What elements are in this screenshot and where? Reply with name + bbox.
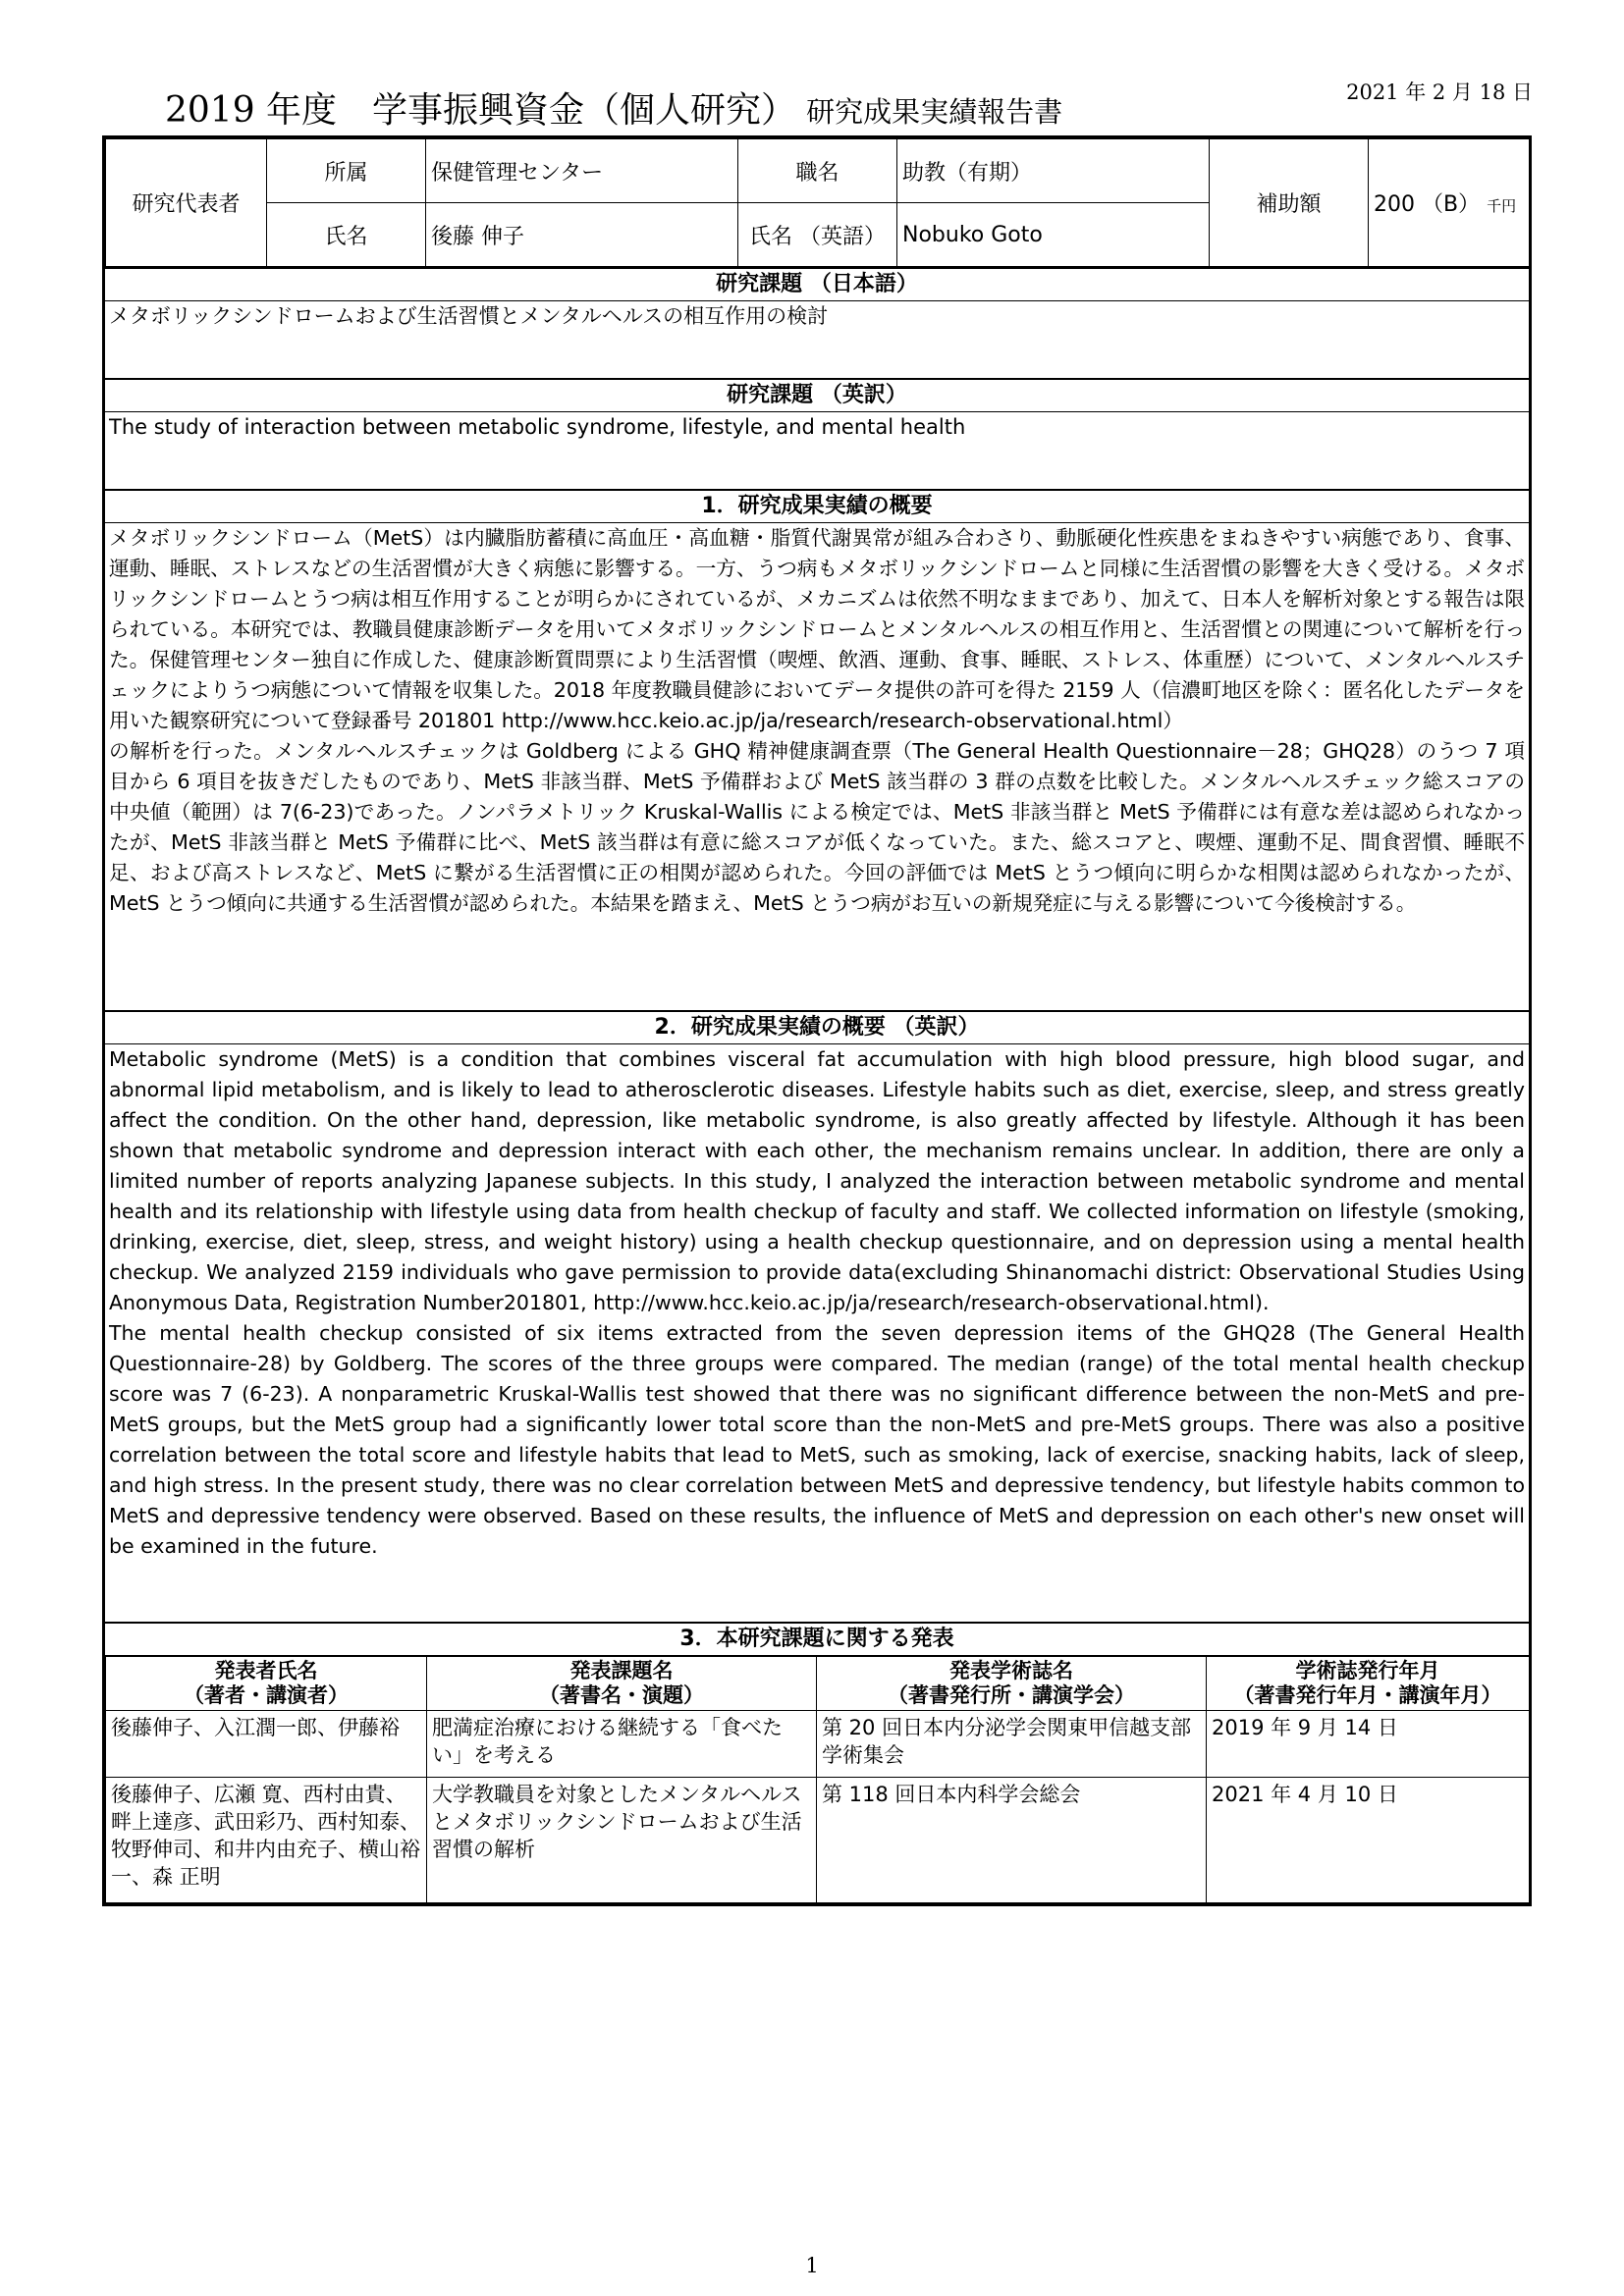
topic-en-text: The study of interaction between metabolic syndrome, lifestyle, and mental health	[109, 415, 966, 439]
column-header: 発表課題名 （著書名・演題）	[427, 1657, 817, 1711]
table-row	[106, 1778, 1530, 1903]
report-title-suffix: 研究成果実績報告書	[806, 95, 1063, 129]
column-header: 発表学術誌名 （著書発行所・講演学会）	[817, 1657, 1207, 1711]
publications-table	[105, 1656, 1530, 1903]
name-label: 氏名	[267, 203, 426, 267]
name-en-value: Nobuko Goto	[897, 203, 1210, 267]
summary-en-paragraph: Metabolic syndrome (MetS) is a condition that combines visceral fat accumulation with high blood pressure, high blood sugar, and abnormal lipid metabolism, and is likely to lead to atherosclerotic diseases. Lifestyle habits such as diet, exercise, sleep, and stress greatly affect the condition. On the other hand, depression, like metabolic syndrome, is also greatly affected by lifestyle. Although it has been shown that metabolic syndrome and depression interact with each other, the mechanism remains unclear. In addition, there are only a limited number of reports analyzing Japanese subjects. In this study, I analyzed the interaction between metabolic syndrome and mental health and its relationship with lifestyle using data from health checkup of faculty and staff. We collected information on lifestyle (smoking, drinking, exercise, diet, sleep, stress, and weight history) using a health checkup questionnaire, and on depression using a mental health checkup. We analyzed 2159 individuals who gave permission to provide data(excluding Shinanomachi district: Observational Studies Using Anonymous Data, Registration Number201801, http://www.hcc.keio.ac.jp/ja/research/research-observational.html).	[109, 1047, 1525, 1314]
publication-authors: 後藤伸子、広瀬 寛、西村由貴、畔上達彦、武田彩乃、西村知泰、牧野伸司、和井内由充子、横山裕一、森 正明	[106, 1778, 427, 1903]
column-header: 発表者氏名 （著者・講演者）	[106, 1657, 427, 1711]
summary-en-paragraph: The mental health checkup consisted of six items extracted from the seven depression items of the GHQ28 (The General Health Questionnaire-28) by Goldberg. The scores of the three groups were compared. The median (range) of the total mental health checkup score was 7 (6-23). A nonparametric Kruskal-Wallis test showed that there was no significant difference between the non-MetS and pre-MetS groups, but the MetS group had a significantly lower total score than the non-MetS and pre-MetS groups. There was also a positive correlation between the total score and lifestyle habits that lead to MetS, such as smoking, lack of exercise, snacking habits, lack of sleep, and high stress. In the present study, there was no clear correlation between MetS and depressive tendency, but lifestyle habits common to MetS and depressive tendency were observed. Based on these results, the influence of MetS and depression on each other's new onset will be examined in the future.	[109, 1321, 1525, 1558]
grant-unit: 千円	[1487, 197, 1517, 215]
report-title-main: 2019 年度 学事振興資金（個人研究）	[165, 90, 797, 131]
summary-jp-paragraph: の解析を行った。メンタルヘルスチェックは Goldberg による GHQ 精神健康調査票（The General Health Questionnaire－28；GHQ28）のうつ 7 項目から 6 項目を抜きだしたものであり、MetS 非該当群、MetS 予備群および MetS 該当群の 3 群の点数を比較した。メンタルヘルスチェック総スコアの中央値（範囲）は 7(6-23)であった。ノンパラメトリック Kruskal-Wallis による検定では、MetS 非該当群と MetS 予備群には有意な差は認められなかったが、MetS 非該当群と MetS 予備群に比べ、MetS 該当群は有意に総スコアが低くなっていた。また、総スコアと、喫煙、運動不足、間食習慣、睡眠不足、および高ストレスなど、MetS に繋がる生活習慣に正の相関が認められた。今回の評価では MetS とうつ傾向に明らかな相関は認められなかったが、MetS とうつ傾向に共通する生活習慣が認められた。本結果を踏まえ、MetS とうつ病がお互いの新規発症に与える影響について今後検討する。	[109, 739, 1525, 915]
column-header: 学術誌発行年月 （著書発行年月・講演年月）	[1207, 1657, 1530, 1711]
researcher-info-table	[105, 138, 1530, 267]
publication-authors: 後藤伸子、入江潤一郎、伊藤裕	[106, 1711, 427, 1778]
topic-en-heading: 研究課題 （英訳）	[105, 378, 1529, 412]
position-value: 助教（有期）	[897, 139, 1210, 203]
position-label: 職名	[738, 139, 897, 203]
publication-venue: 第 118 回日本内科学会総会	[817, 1778, 1207, 1903]
summary-en-heading: 2．研究成果実績の概要 （英訳）	[105, 1010, 1529, 1044]
affiliation-value: 保健管理センター	[426, 139, 738, 203]
page-number: 1	[805, 2254, 819, 2277]
summary-jp-paragraph: メタボリックシンドローム（MetS）は内臓脂肪蓄積に高血圧・高血糖・脂質代謝異常が組み合わさり、動脈硬化性疾患をまねきやすい病態であり、食事、運動、睡眠、ストレスなどの生活習慣が大きく病態に影響する。一方、うつ病もメタボリックシンドロームと同様に生活習慣の影響を大きく受ける。メタボリックシンドロームとうつ病は相互作用することが明らかにされているが、メカニズムは依然不明なままであり、加えて、日本人を解析対象とする報告は限られている。本研究では、教職員健康診断データを用いてメタボリックシンドロームとメンタルヘルスの相互作用と、生活習慣との関連について解析を行った。保健管理センター独自に作成した、健康診断質問票により生活習慣（喫煙、飲酒、運動、食事、睡眠、ストレス、体重歴）について、メンタルヘルスチェックによりうつ病態について情報を収集した。2018 年度教職員健診においてデータ提供の許可を得た 2159 人（信濃町地区を除く：匿名化したデータを用いた観察研究について登録番号 201801 http://www.hcc.keio.ac.jp/ja/research/research-observational.html）	[109, 526, 1525, 732]
grant-label: 補助額	[1210, 139, 1369, 267]
representative-label: 研究代表者	[106, 139, 267, 267]
publication-date: 2019 年 9 月 14 日	[1207, 1711, 1530, 1778]
topic-jp-heading: 研究課題 （日本語）	[105, 267, 1529, 301]
publication-venue: 第 20 回日本内分泌学会関東甲信越支部学術集会	[817, 1711, 1207, 1778]
summary-jp-heading: 1．研究成果実績の概要	[105, 489, 1529, 523]
publication-title: 大学教職員を対象としたメンタルヘルスとメタボリックシンドロームおよび生活習慣の解析	[427, 1778, 817, 1903]
grant-amount: 200 （B）	[1374, 192, 1481, 217]
report-sheet	[102, 135, 1532, 1906]
report-title	[165, 82, 1062, 133]
report-date: 2021 年 2 月 18 日	[1346, 80, 1533, 104]
publication-date: 2021 年 4 月 10 日	[1207, 1778, 1530, 1903]
summary-jp-body	[105, 523, 1529, 1010]
affiliation-label: 所属	[267, 139, 426, 203]
topic-jp-text: メタボリックシンドロームおよび生活習慣とメンタルヘルスの相互作用の検討	[109, 304, 829, 328]
table-row	[106, 1711, 1530, 1778]
publications-heading: 3．本研究課題に関する発表	[105, 1622, 1529, 1656]
publication-title: 肥満症治療における継続する「食べたい」を考える	[427, 1711, 817, 1778]
name-value: 後藤 伸子	[426, 203, 738, 267]
summary-en-body	[105, 1044, 1529, 1622]
grant-value	[1369, 139, 1530, 267]
name-en-label: 氏名 （英語）	[738, 203, 897, 267]
